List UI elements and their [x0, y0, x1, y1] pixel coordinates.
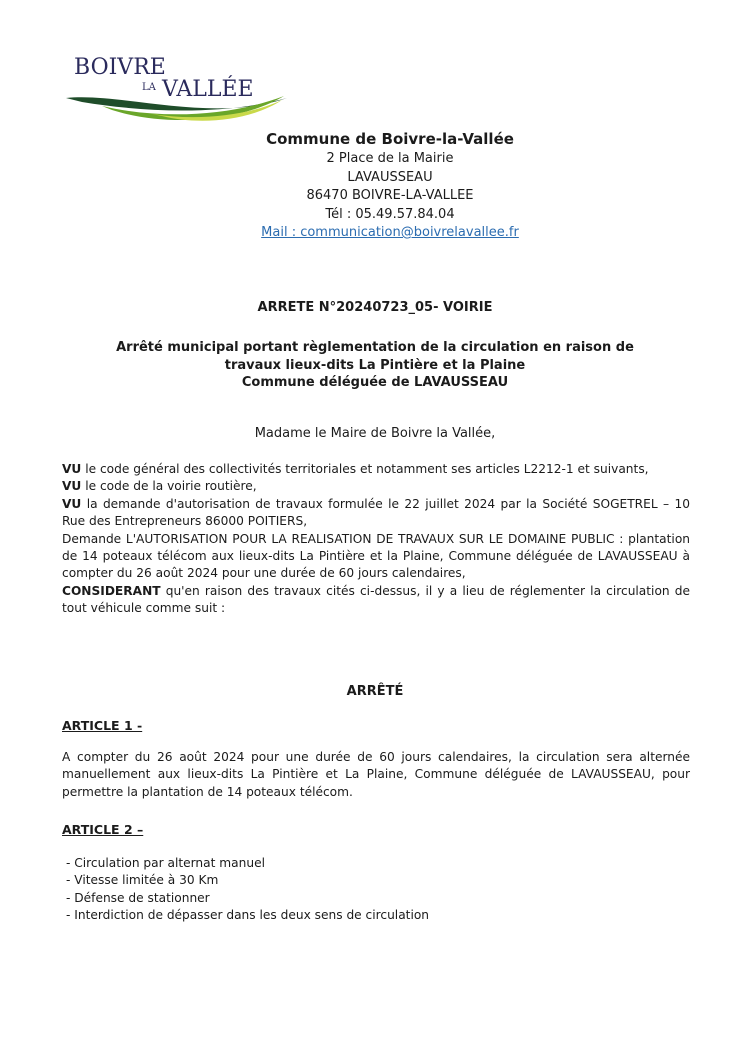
- article-1-heading: ARTICLE 1 -: [62, 718, 143, 733]
- phone: Tél : 05.49.57.84.04: [325, 206, 455, 222]
- address-line-1: 2 Place de la Mairie: [326, 151, 454, 166]
- arrete-heading: ARRÊTÉ: [346, 684, 404, 699]
- mairie-header: [100, 128, 680, 243]
- vu-keyword: VU: [62, 496, 82, 511]
- commune-name: Commune de Boivre-la-Vallée: [266, 130, 514, 148]
- logo-graphic: [62, 46, 292, 126]
- subject-line-1: Arrêté municipal portant règlementation de la circulation en raison de: [116, 340, 634, 355]
- logo-word-boivre: BOIVRE: [74, 55, 166, 80]
- vu-voirie: [62, 478, 690, 495]
- arrete-number-title: ARRETE N°20240723_05- VOIRIE: [257, 300, 493, 315]
- address-line-3: 86470 BOIVRE-LA-VALLEE: [306, 188, 474, 203]
- list-item: - Circulation par alternat manuel: [66, 855, 429, 872]
- article-2-heading: ARTICLE 2 –: [62, 822, 144, 837]
- article-1-text: A compter du 26 août 2024 pour une durée de 60 jours calendaires, la circulation sera alternée manuellement aux lieux-dits La Pintière et La Plaine, Commune déléguée de LAVAUSSEAU, pour permettre la plantation de 14 poteaux télécom.: [62, 750, 690, 799]
- boivre-la-vallee-logo: [62, 46, 292, 126]
- vu-demande: [62, 496, 690, 531]
- salutation: Madame le Maire de Boivre la Vallée,: [254, 426, 496, 441]
- list-item: - Défense de stationner: [66, 890, 429, 907]
- logo-word-vallee: VALLÉE: [162, 77, 254, 102]
- vu-collectivites: [62, 461, 690, 478]
- address-line-2: LAVAUSSEAU: [347, 169, 433, 185]
- vu-voirie-text: le code de la voirie routière,: [81, 479, 257, 494]
- vu-keyword: VU: [62, 462, 82, 476]
- demande-autorisation: Demande L'AUTORISATION POUR LA REALISATION DE TRAVAUX SUR LE DOMAINE PUBLIC : plantation de 14 poteaux télécom aux lieux-dits La Pintière et la Plaine, Commune déléguée de LAVAUSSEAU à compter du 26 août 2024 pour une durée de 60 jours calendaires,: [62, 531, 690, 581]
- subject-line-2: travaux lieux-dits La Pintière et la Plaine: [224, 357, 526, 373]
- mail-link[interactable]: Mail : communication@boivrelavallee.fr: [261, 225, 519, 240]
- vu-keyword: VU: [62, 479, 82, 494]
- considerant: [62, 583, 690, 618]
- logo-word-la: LA: [142, 82, 156, 93]
- considerations-block: [62, 461, 690, 618]
- arrete-subject: [60, 339, 690, 392]
- vu-demande-text: la demande d'autorisation de travaux formulée le 22 juillet 2024 par la Société SOGETREL – 10 Rue des Entrepreneurs 86000 POITIERS,: [62, 496, 690, 529]
- considerant-text: qu'en raison des travaux cités ci-dessus, il y a lieu de réglementer la circulation de tout véhicule comme suit :: [62, 583, 690, 616]
- considerant-keyword: CONSIDERANT: [62, 583, 161, 598]
- list-item: - Vitesse limitée à 30 Km: [66, 872, 429, 889]
- article-2-list: [66, 855, 429, 925]
- list-item: - Interdiction de dépasser dans les deux sens de circulation: [66, 907, 429, 924]
- vu-collectivites-text: le code général des collectivités territoriales et notamment ses articles L2212-1 et suivants,: [81, 462, 649, 476]
- subject-line-3: Commune déléguée de LAVAUSSEAU: [241, 375, 509, 390]
